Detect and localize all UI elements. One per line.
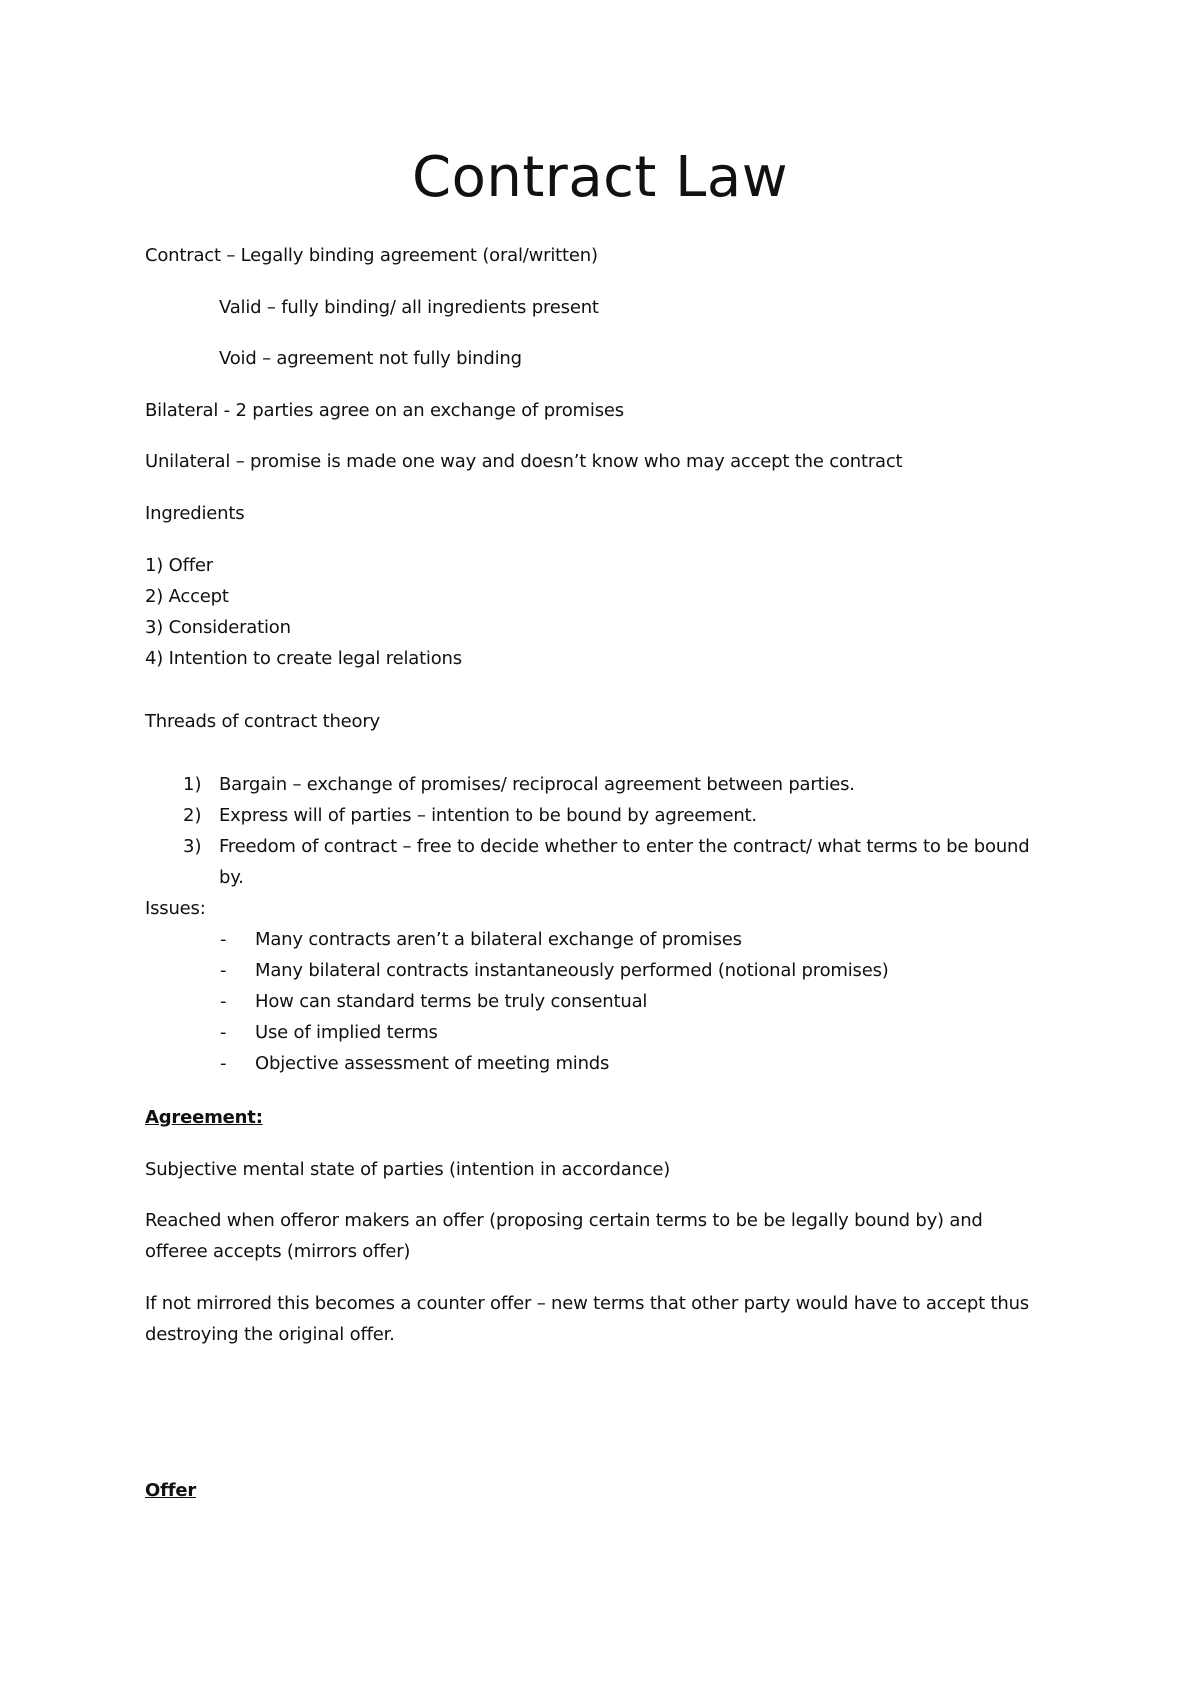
thread-item-continuation: by. — [219, 867, 244, 888]
thread-number: 1) — [183, 774, 202, 795]
issues-heading: Issues: — [145, 898, 206, 919]
agreement-paragraph: Subjective mental state of parties (intention in accordance) — [145, 1159, 671, 1180]
thread-item: Express will of parties – intention to be bound by agreement. — [219, 805, 757, 826]
issue-item: Use of implied terms — [255, 1022, 438, 1043]
agreement-paragraph: Reached when offeror makers an offer (proposing certain terms to be be legally bound by) and — [145, 1210, 983, 1231]
thread-number: 2) — [183, 805, 202, 826]
threads-heading: Threads of contract theory — [145, 711, 380, 732]
thread-item: Freedom of contract – free to decide whether to enter the contract/ what terms to be bound — [219, 836, 1030, 857]
ingredient-item: 1) Offer — [145, 555, 213, 576]
issue-item: Many contracts aren’t a bilateral exchange of promises — [255, 929, 742, 950]
definition-unilateral: Unilateral – promise is made one way and doesn’t know who may accept the contract — [145, 451, 903, 472]
thread-item: Bargain – exchange of promises/ reciprocal agreement between parties. — [219, 774, 855, 795]
definition-valid: Valid – fully binding/ all ingredients present — [219, 297, 599, 318]
bullet-dash: - — [220, 991, 227, 1012]
agreement-paragraph: destroying the original offer. — [145, 1324, 395, 1345]
ingredient-item: 4) Intention to create legal relations — [145, 648, 462, 669]
bullet-dash: - — [220, 929, 227, 950]
agreement-paragraph: offeree accepts (mirrors offer) — [145, 1241, 411, 1262]
issue-item: How can standard terms be truly consentual — [255, 991, 648, 1012]
definition-void: Void – agreement not fully binding — [219, 348, 522, 369]
bullet-dash: - — [220, 1053, 227, 1074]
ingredients-heading: Ingredients — [145, 503, 245, 524]
issue-item: Objective assessment of meeting minds — [255, 1053, 610, 1074]
issue-item: Many bilateral contracts instantaneously performed (notional promises) — [255, 960, 889, 981]
ingredient-item: 3) Consideration — [145, 617, 291, 638]
bullet-dash: - — [220, 1022, 227, 1043]
agreement-paragraph: If not mirrored this becomes a counter offer – new terms that other party would have to accept thus — [145, 1293, 1029, 1314]
definition-contract: Contract – Legally binding agreement (oral/written) — [145, 245, 598, 266]
ingredient-item: 2) Accept — [145, 586, 229, 607]
thread-number: 3) — [183, 836, 202, 857]
page-title: Contract Law — [411, 145, 788, 210]
agreement-heading: Agreement: — [145, 1107, 263, 1128]
definition-bilateral: Bilateral - 2 parties agree on an exchange of promises — [145, 400, 624, 421]
offer-heading: Offer — [145, 1480, 197, 1501]
bullet-dash: - — [220, 960, 227, 981]
